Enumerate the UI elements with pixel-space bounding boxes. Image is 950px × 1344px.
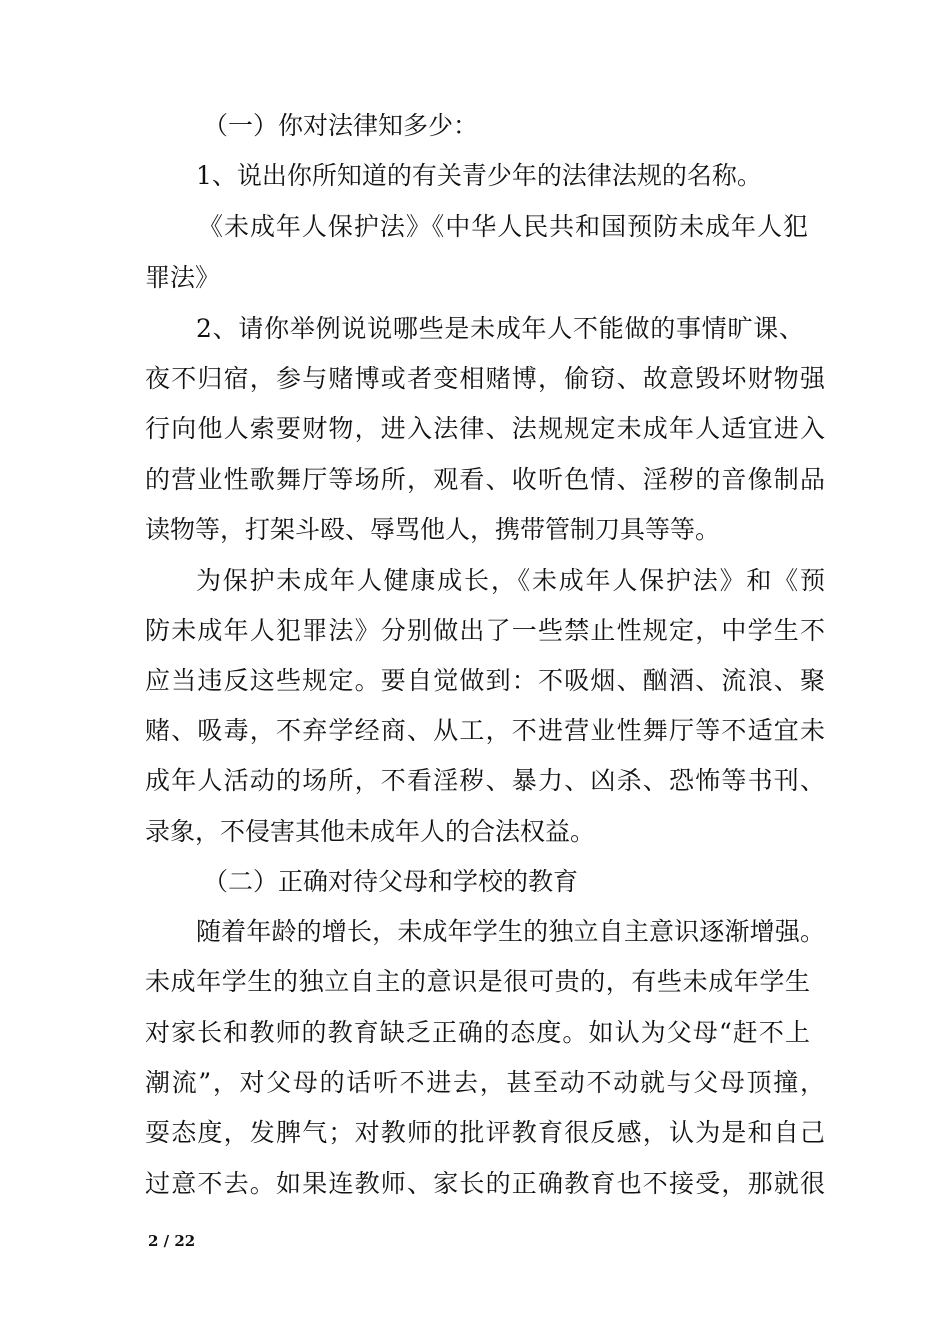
page-number: 2 / 22 bbox=[148, 1232, 196, 1250]
paragraph-line: 随着年龄的增长，未成年学生的独立自主意识逐渐增强。 bbox=[196, 917, 825, 946]
paragraph-line: 赌、吸毒，不弃学经商、从工，不进营业性舞厅等不适宜未 bbox=[145, 716, 825, 745]
paragraph-line: 读物等，打架斗殴、辱骂他人，携带管制刀具等等。 bbox=[145, 515, 721, 544]
paragraph-line: 行向他人索要财物，进入法律、法规规定未成年人适宜进入 bbox=[145, 414, 825, 443]
paragraph-line: 对家长和教师的教育缺乏正确的态度。如认为父母“赶不上 bbox=[145, 1018, 810, 1047]
paragraph-line: 未成年学生的独立自主的意识是很可贵的，有些未成年学生 bbox=[145, 967, 810, 996]
paragraph-line: 耍态度，发脾气；对教师的批评教育很反感，认为是和自己 bbox=[145, 1118, 825, 1147]
paragraph-line: 为保护未成年人健康成长，《未成年人保护法》和《预 bbox=[196, 566, 825, 595]
question-2-line-1: 2、请你举例说说哪些是未成年人不能做的事情旷课、 bbox=[196, 314, 804, 343]
question-1: 1、说出你所知道的有关青少年的法律法规的名称。 bbox=[196, 161, 762, 190]
answer-1-line-1: 《未成年人保护法》《中华人民共和国预防未成年人犯 bbox=[198, 212, 808, 241]
paragraph-line: 录象，不侵害其他未成年人的合法权益。 bbox=[145, 817, 596, 846]
section-heading-2: （二）正确对待父母和学校的教育 bbox=[203, 867, 579, 896]
paragraph-line: 成年人活动的场所，不看淫秽、暴力、凶杀、恐怖等书刊、 bbox=[145, 766, 825, 795]
paragraph-line: 的营业性歌舞厅等场所，观看、收听色情、淫秽的音像制品 bbox=[145, 465, 825, 494]
paragraph-line: 潮流”，对父母的话听不进去，甚至动不动就与父母顶撞， bbox=[145, 1068, 825, 1097]
paragraph-line: 夜不归宿，参与赌博或者变相赌博，偷窃、故意毁坏财物强 bbox=[145, 364, 825, 393]
answer-1-line-2: 罪法》 bbox=[145, 263, 221, 292]
section-heading-1: （一）你对法律知多少： bbox=[203, 111, 479, 140]
paragraph-line: 应当违反这些规定。要自觉做到：不吸烟、酗酒、流浪、聚 bbox=[145, 666, 825, 695]
paragraph-line: 过意不去。如果连教师、家长的正确教育也不接受，那就很 bbox=[145, 1169, 825, 1198]
paragraph-line: 防未成年人犯罪法》分别做出了一些禁止性规定，中学生不 bbox=[145, 616, 825, 645]
